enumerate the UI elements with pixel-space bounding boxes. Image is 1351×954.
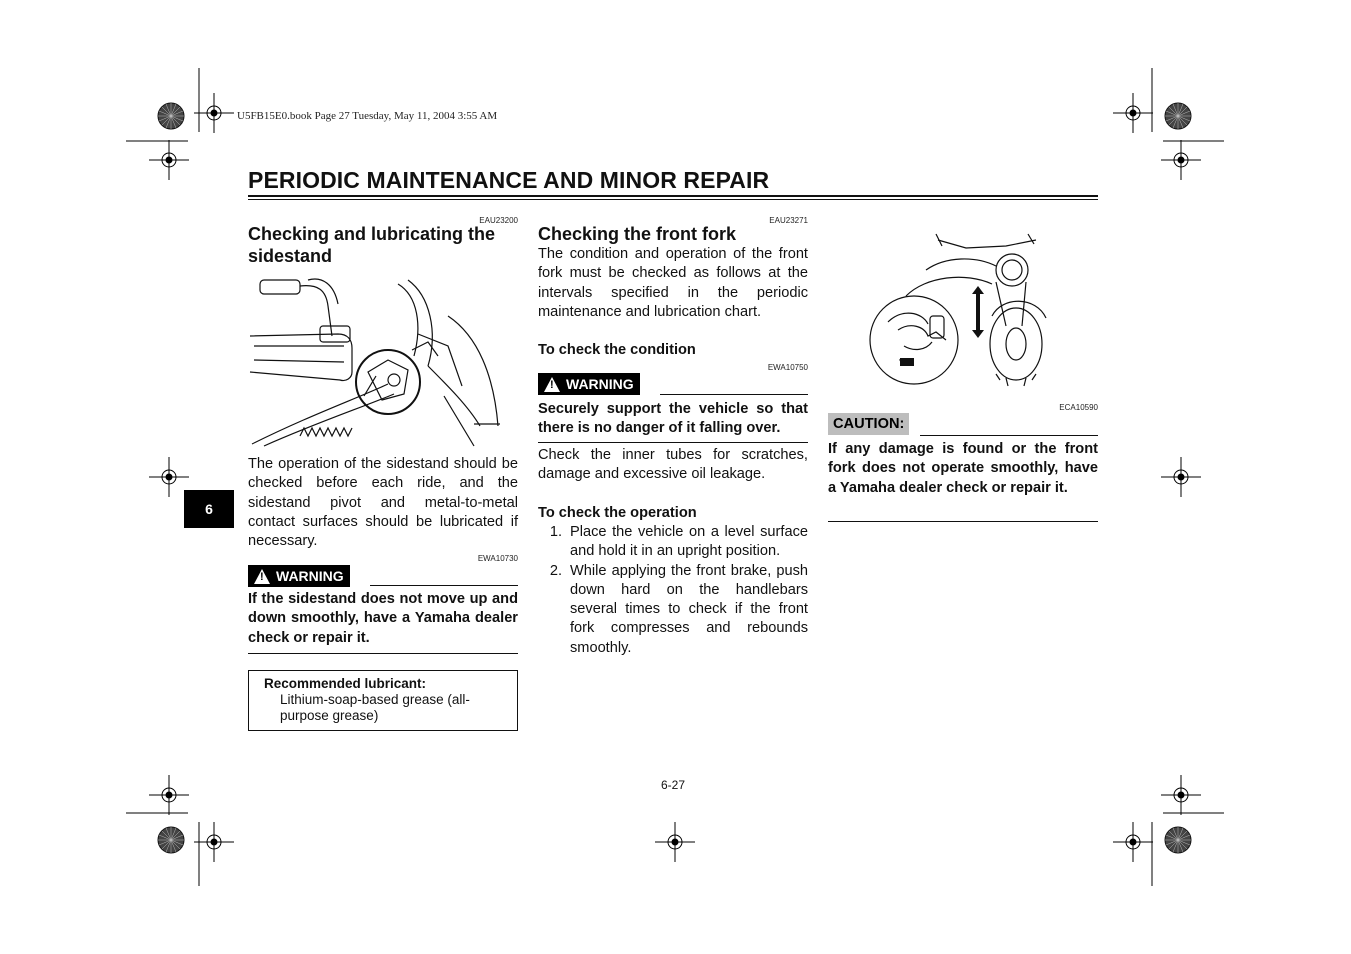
caution-text: If any damage is found or the front fork does not operate smoothly, have a Yamaha dealer check or repair it. [828,441,1098,496]
lubricant-text: Lithium-soap-based grease (all-purpose grease) [280,692,470,723]
chapter-tab: 6 [184,490,234,528]
caution-rule [920,435,1098,436]
page-title: PERIODIC MAINTENANCE AND MINOR REPAIR [248,167,770,193]
section-heading: Checking and lubricating the sidestand [248,224,496,266]
title-rule [248,199,1098,200]
warning-text: If the sidestand does not move up and down smoothly, have a Yamaha dealer check or repair it. [248,591,518,646]
warning-label: ! WARNING [248,565,350,587]
subheading-operation: To check the operation [538,505,697,521]
caution-label: CAUTION: [828,413,909,435]
section-code: EAU23271 [769,216,808,225]
sidestand-description: The operation of the sidestand should be checked before each ride, and the sidestand pivot and metal-to-metal contact surfaces should be lubricated if necessary. [248,456,518,550]
warning-code: EWA10730 [477,554,518,563]
front-fork-illustration-icon [866,226,1066,388]
title-rule [248,195,1098,197]
warning-end-rule [248,653,518,654]
warning-triangle-icon: ! [254,569,270,584]
condition-text: Check the inner tubes for scratches, damage and excessive oil leakage. [538,447,808,483]
file-info: U5FB15E0.book Page 27 Tuesday, May 11, 2004 3:55 AM [237,110,498,122]
caution-code: ECA10590 [1059,403,1098,412]
operation-steps [538,523,808,658]
warning-rule [660,394,808,395]
subheading-condition: To check the condition [538,342,696,358]
page-number: 6-27 [660,778,686,792]
lubricant-title: Recommended lubricant: [264,676,427,691]
warning-rule [370,585,518,586]
section-code: EAU23200 [479,216,518,225]
warning-text: Securely support the vehicle so that there is no danger of it falling over. [538,401,808,437]
warning-code: EWA10750 [767,363,808,372]
section-heading: Checking the front fork [538,224,737,244]
list-item: 1. Place the vehicle on a level surface and hold it in an upright position. [549,524,808,560]
front-fork-intro: The condition and operation of the front fork must be checked as follows at the intervals specified in the periodic maintenance and lubrication chart. [538,246,808,320]
warning-triangle-icon: ! [544,377,560,392]
caution-end-rule [828,521,1098,522]
list-item: 2. While applying the front brake, push down hard on the handlebars several times to check if the front fork compresses and rebounds smoothly. [549,562,808,656]
warning-end-rule [538,442,808,443]
warning-label: ! WARNING [538,373,640,395]
sidestand-illustration-icon [248,276,518,448]
lubricant-box [248,670,518,731]
